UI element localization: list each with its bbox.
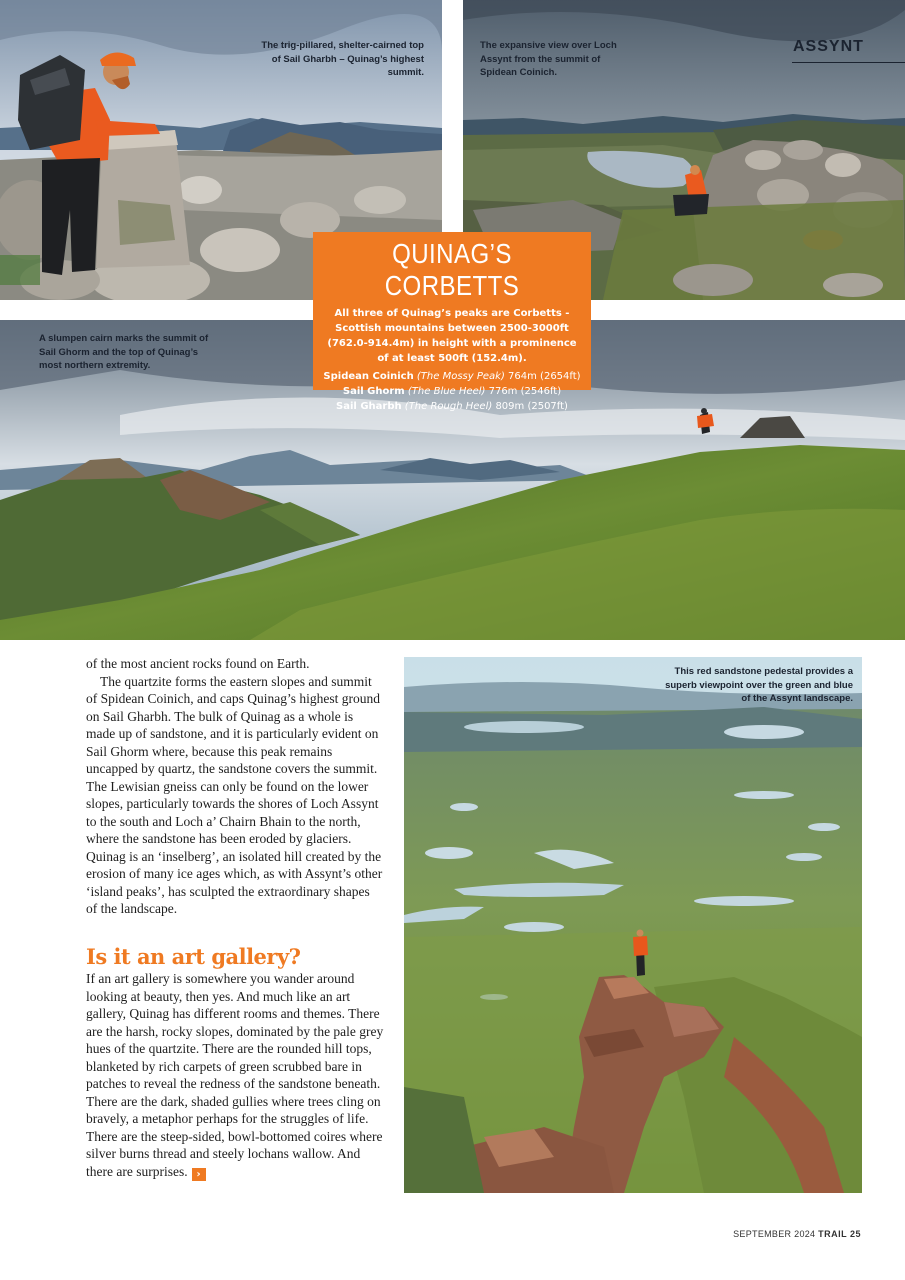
caption-trig-pillar: The trig-pillared, shelter-cairned top of Sail Gharbh – Quinag’s highest summit. <box>261 40 424 78</box>
page-folio <box>733 1229 861 1239</box>
photo-sandstone-pedestal <box>404 657 862 1193</box>
folio-magazine: TRAIL <box>818 1229 848 1239</box>
paragraph-continued: of the most ancient rocks found on Earth. <box>86 656 310 671</box>
infobox-title: QUINAG’S CORBETTS <box>384 238 520 301</box>
folio-issue: SEPTEMBER 2024 <box>733 1229 816 1239</box>
caption-slumpen-cairn: A slumpen cairn marks the summit of Sail Ghorm and the top of Quinag’s most northern extremity. <box>39 333 209 371</box>
peak-name: Sail Gharbh <box>336 401 402 412</box>
peak-item <box>313 384 591 399</box>
peak-item <box>313 369 591 384</box>
paragraph-art-gallery: If an art gallery is somewhere you wander around looking at beauty, then yes. And much like an art gallery, Quinag has different rooms and themes. There are the harsh, rocky slopes, dominated by the pale grey hues of the quartzite. There are the rounded hill tops, blanketed by rich carpets of green scrubbed bare in patches to reveal the redness of the sandstone beneath. There are the dark, shaded gullies where trees cling on bravely, a metaphor perhaps for the struggles of life. There are the steep-sided, bowl-bottomed coires where silver burns thread and steely lochans wallow. And there are surprises. <box>86 971 384 1179</box>
peak-nickname: (The Rough Heel) <box>404 401 493 412</box>
peak-name: Sail Ghorm <box>342 386 405 397</box>
article-body-top <box>86 655 384 918</box>
article-body-bottom <box>86 970 384 1181</box>
peak-item <box>313 399 591 414</box>
peak-height: 776m (2546ft) <box>488 386 562 397</box>
end-mark-icon: › <box>192 1168 206 1181</box>
infobox-description: All three of Quinag’s peaks are Corbetts - Scottish mountains between 2500-3000ft (762.0-914.4m) in height with a prominence of at least 500ft (152.4m). <box>327 308 577 364</box>
peak-nickname: (The Mossy Peak) <box>416 371 505 382</box>
paragraph-art-gallery-wrap <box>86 970 384 1181</box>
peak-height: 764m (2654ft) <box>508 371 581 382</box>
corbetts-infobox <box>313 232 591 412</box>
section-tag <box>792 38 905 63</box>
subheading-art-gallery: Is it an art gallery? <box>86 944 301 969</box>
paragraph-quartzite: The quartzite forms the eastern slopes and summit of Spidean Coinich, and caps Quinag’s highest ground on Sail Gharbh. The bulk of Quinag as a whole is made up of sandstone, and it is particularly evident on Sail Ghorm where, because this peak remains uncapped by quartz, the sandstone covers the summit. The Lewisian gneiss can only be found on the lower slopes, particularly towards the shores of Loch Assynt to the south and Loch a’ Chairn Bhain to the north, where the sandstone has been eroded by glaciers. Quinag is an ‘inselberg’, an isolated hill created by the erosion of many ice ages which, as with Assynt’s other ‘island peaks’, has sculpted the extraordinary shapes of the landscape. <box>86 673 383 916</box>
peak-name: Spidean Coinich <box>323 371 414 382</box>
peak-list <box>313 369 591 414</box>
section-tag-label: ASSYNT <box>793 38 864 55</box>
caption-loch-assynt: The expansive view over Loch Assynt from the summit of Spidean Coinich. <box>480 40 617 78</box>
peak-nickname: (The Blue Heel) <box>407 386 486 397</box>
peak-height: 809m (2507ft) <box>495 401 568 412</box>
folio-page-number: 25 <box>849 1229 861 1239</box>
caption-sandstone-pedestal: This red sandstone pedestal provides a superb viewpoint over the green and blue of the Assynt landscape. <box>665 666 853 704</box>
